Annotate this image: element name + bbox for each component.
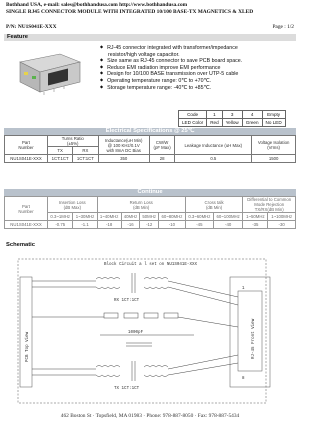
electrical-spec-heading: Electrical Specifications @ 25℃: [4, 128, 296, 135]
table-cell: NU1S041E-XXX: [5, 155, 48, 163]
freq-header: 60~80MHz: [159, 213, 186, 221]
led-code-table: [178, 110, 286, 127]
table-cell: 1500: [252, 155, 296, 163]
freq-header: 1~50MHz: [243, 213, 268, 221]
col-header: (pF Max): [153, 145, 171, 150]
continue-spec-table: [4, 196, 296, 229]
table-cell: -30: [268, 221, 296, 229]
feature-item: ◆ Size same as RJ-45 connector to save PCB board space.: [100, 58, 296, 65]
table-cell: -16: [121, 221, 140, 229]
freq-header: 50MHz: [140, 213, 159, 221]
tx-ratio-label: TX 1CT:1CT: [114, 387, 140, 391]
product-photo: [14, 48, 86, 96]
col-header: Cross talk: [204, 199, 224, 205]
document-title: SINGLE RJ45 CONNECTOR MODULE WITH INTEGRATED 10/100 BASE-TX MAGNETICS & XLED: [6, 9, 254, 15]
feature-heading: Feature: [4, 34, 296, 41]
col-header: Differential to Common: [247, 197, 292, 202]
led-color: Green: [242, 119, 262, 127]
signal-lines: [32, 281, 238, 375]
table-cell: NU1S041E-XXX: [5, 221, 48, 229]
col-header: with 8mA DC Bias: [106, 147, 141, 153]
led-color: Red: [207, 119, 222, 127]
feature-item: ◆ RJ-45 connector integrated with transformer/impedance: [100, 45, 296, 52]
page-header: [6, 2, 294, 16]
col-header: Leakage Inductance (uH Max): [175, 136, 252, 155]
col-header: CW/W: [155, 140, 169, 145]
table-cell: 1CT:1CT: [73, 155, 98, 163]
contact-line: Bothhand USA, e-mail: sales@bothhandusa.com http://www.bothhandusa.com: [6, 2, 188, 8]
col-header: TX: [48, 147, 73, 155]
led-color-header: LED Color: [179, 119, 207, 127]
part-number: P/N: NU1S041E-XXX: [6, 24, 57, 30]
led-code: 1: [207, 111, 222, 119]
termination-network: [100, 313, 194, 346]
table-cell: -12: [140, 221, 159, 229]
col-header: Return Loss: [129, 199, 153, 205]
feature-list: [100, 45, 296, 91]
led-color: Yellow: [222, 119, 242, 127]
table-cell: 350: [98, 155, 149, 163]
col-header: (Vrms): [267, 145, 280, 150]
led-color: No LED: [262, 119, 285, 127]
col-header: Mode Rejection: [254, 202, 285, 207]
col-header: (dB Min): [205, 204, 223, 210]
freq-header: 1~100MHz: [268, 213, 296, 221]
col-header: (±5%): [67, 141, 79, 146]
table-cell: -10: [159, 221, 186, 229]
col-header: @ 100 KHz/0.1V: [107, 142, 140, 148]
col-header: (dB Max): [63, 204, 82, 210]
table-cell: 28: [149, 155, 175, 163]
tx-transformer: [96, 361, 168, 381]
feature-item-continued: resistor/high voltage capacitor.: [108, 51, 180, 58]
table-cell: -40: [213, 221, 242, 229]
rx-transformer: [96, 273, 168, 293]
col-header: Turns Ratio: [61, 136, 84, 141]
freq-header: 40MHz: [121, 213, 140, 221]
led-code: 3: [222, 111, 242, 119]
rx-ratio-label: RX 1CT:1CT: [114, 299, 140, 303]
continue-heading: Continue: [4, 189, 296, 196]
footer-address: 462 Boston St · Topsfield, MA 01983 · Phone: 978-887-8050 · Fax: 978-887-5434: [60, 413, 240, 419]
freq-header: 60~100MHz: [213, 213, 242, 221]
led-code-header: Code: [179, 111, 207, 119]
part-number-line: [6, 24, 294, 30]
led-code: Empty: [262, 111, 285, 119]
table-cell: 1CT:1CT: [48, 155, 73, 163]
feature-item: ◆ Operating temperature range: 0℃ to +70℃.: [100, 78, 296, 85]
col-header: Part: [22, 203, 30, 209]
table-cell: -0.75: [48, 221, 73, 229]
pin-8-label: 8: [242, 377, 245, 381]
schematic-heading: Schematic: [6, 242, 35, 248]
col-header: RX: [73, 147, 98, 155]
freq-header: 0.3~60MHz: [185, 213, 213, 221]
col-header: Number: [18, 145, 34, 150]
schematic-diagram: [4, 257, 296, 407]
led-code: 4: [242, 111, 262, 119]
table-cell: -35: [243, 221, 268, 229]
freq-header: 1~40MHz: [97, 213, 121, 221]
pcb-top-view-label: PCB Top View: [26, 331, 30, 362]
freq-header: 1~30MHz: [73, 213, 97, 221]
freq-header: 0.3~1MHz: [48, 213, 73, 221]
table-cell: -45: [185, 221, 213, 229]
block-circuit-label: Block Circuit a l set on NU1S041E-XXX: [104, 263, 197, 267]
electrical-spec-table: [4, 135, 296, 163]
col-header: Voltage Isolation: [257, 140, 290, 145]
table-cell: 0.5: [175, 155, 252, 163]
col-header: Inductance(uH Min): [104, 137, 143, 143]
pin-1-label: 1: [242, 287, 245, 291]
feature-item: ◆ Reduce EMI radiation improve EMI performance: [100, 65, 296, 72]
feature-item: ◆ Design for 10/100 BASE transmission over UTP-5 cable: [100, 71, 296, 78]
table-cell: -18: [97, 221, 121, 229]
table-cell: -1.1: [73, 221, 97, 229]
rj45-front-view-label: RJ-45 Front View: [252, 318, 256, 359]
feature-item: ◆ Storage temperature range: -40℃ to +85℃.: [100, 85, 296, 92]
col-header: Number: [18, 208, 34, 214]
col-header: Part: [22, 140, 30, 145]
page-number: Page : 1/2: [272, 24, 294, 30]
col-header: TX/RX(dB Min): [254, 207, 284, 212]
col-header: (dB Min): [133, 204, 150, 210]
capacitor-label: 1000pF: [128, 331, 144, 335]
col-header: Insertion Loss: [58, 199, 86, 205]
